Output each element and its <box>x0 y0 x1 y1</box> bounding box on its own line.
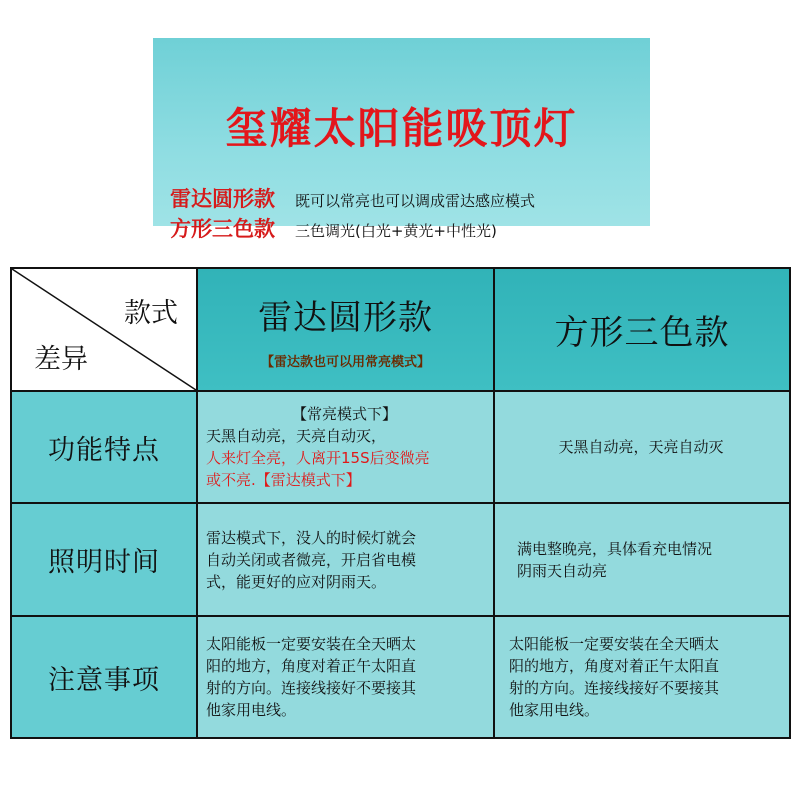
feature-name: 方形三色款 <box>170 217 275 241</box>
column-subtitle: 【雷达款也可以用常亮模式】 <box>260 354 430 370</box>
cell-radar-notes <box>197 616 494 738</box>
cell-line: 他家用电线。 <box>509 701 600 719</box>
cell-square-lighting-time <box>494 503 790 616</box>
banner <box>153 38 650 241</box>
feature-row-square <box>170 213 497 243</box>
feature-desc: 三色调光(白光+黄光+中性光) <box>295 222 497 240</box>
cell-line: 天黑自动亮，天亮自动灭 <box>558 438 724 456</box>
column-title: 雷达圆形款 <box>258 297 433 338</box>
cell-line: 【常亮模式下】 <box>291 405 397 423</box>
cell-square-function <box>494 391 790 503</box>
column-title: 方形三色款 <box>554 313 730 353</box>
cell-line: 自动关闭或者微亮，开启省电模 <box>206 550 417 569</box>
cell-line: 他家用电线。 <box>206 701 297 719</box>
cell-square-notes <box>494 616 790 738</box>
row-label: 照明时间 <box>11 503 197 616</box>
column-header-radar <box>197 268 494 391</box>
column-header-square <box>494 268 790 391</box>
row-label: 注意事项 <box>11 616 197 738</box>
table-header-row <box>11 268 790 391</box>
cell-line: 射的方向。连接线接好不要接其 <box>509 679 720 697</box>
cell-line: 太阳能板一定要安装在全天晒太 <box>206 635 417 653</box>
cell-line-red: 或不亮.【雷达模式下】 <box>206 471 361 489</box>
corner-label-style: 款式 <box>124 298 178 329</box>
table-row <box>11 616 790 738</box>
comparison-table <box>10 267 791 739</box>
cell-line: 阴雨天自动亮 <box>517 561 608 580</box>
cell-line-red: 人来灯全亮，人离开15S后变微亮 <box>206 449 430 467</box>
cell-radar-function <box>197 391 494 503</box>
feature-row-radar <box>170 183 535 213</box>
feature-desc: 既可以常亮也可以调成雷达感应模式 <box>295 192 536 210</box>
corner-cell <box>11 268 197 391</box>
cell-line: 满电整晚亮，具体看充电情况 <box>517 539 713 558</box>
table-row <box>11 391 790 503</box>
banner-title: 玺耀太阳能吸顶灯 <box>225 104 578 153</box>
cell-line: 太阳能板一定要安装在全天晒太 <box>509 635 720 653</box>
cell-line: 天黑自动亮，天亮自动灭， <box>206 427 387 445</box>
cell-line: 雷达模式下，没人的时候灯就会 <box>206 528 417 547</box>
cell-line: 阳的地方，角度对着正午太阳直 <box>509 657 720 675</box>
cell-radar-lighting-time <box>197 503 494 616</box>
cell-line: 阳的地方，角度对着正午太阳直 <box>206 657 417 675</box>
cell-line: 射的方向。连接线接好不要接其 <box>206 679 417 697</box>
cell-line: 式，能更好的应对阴雨天。 <box>206 572 387 591</box>
table-row <box>11 503 790 616</box>
corner-label-difference: 差异 <box>34 344 88 375</box>
row-label: 功能特点 <box>11 391 197 503</box>
feature-name: 雷达圆形款 <box>170 187 275 211</box>
